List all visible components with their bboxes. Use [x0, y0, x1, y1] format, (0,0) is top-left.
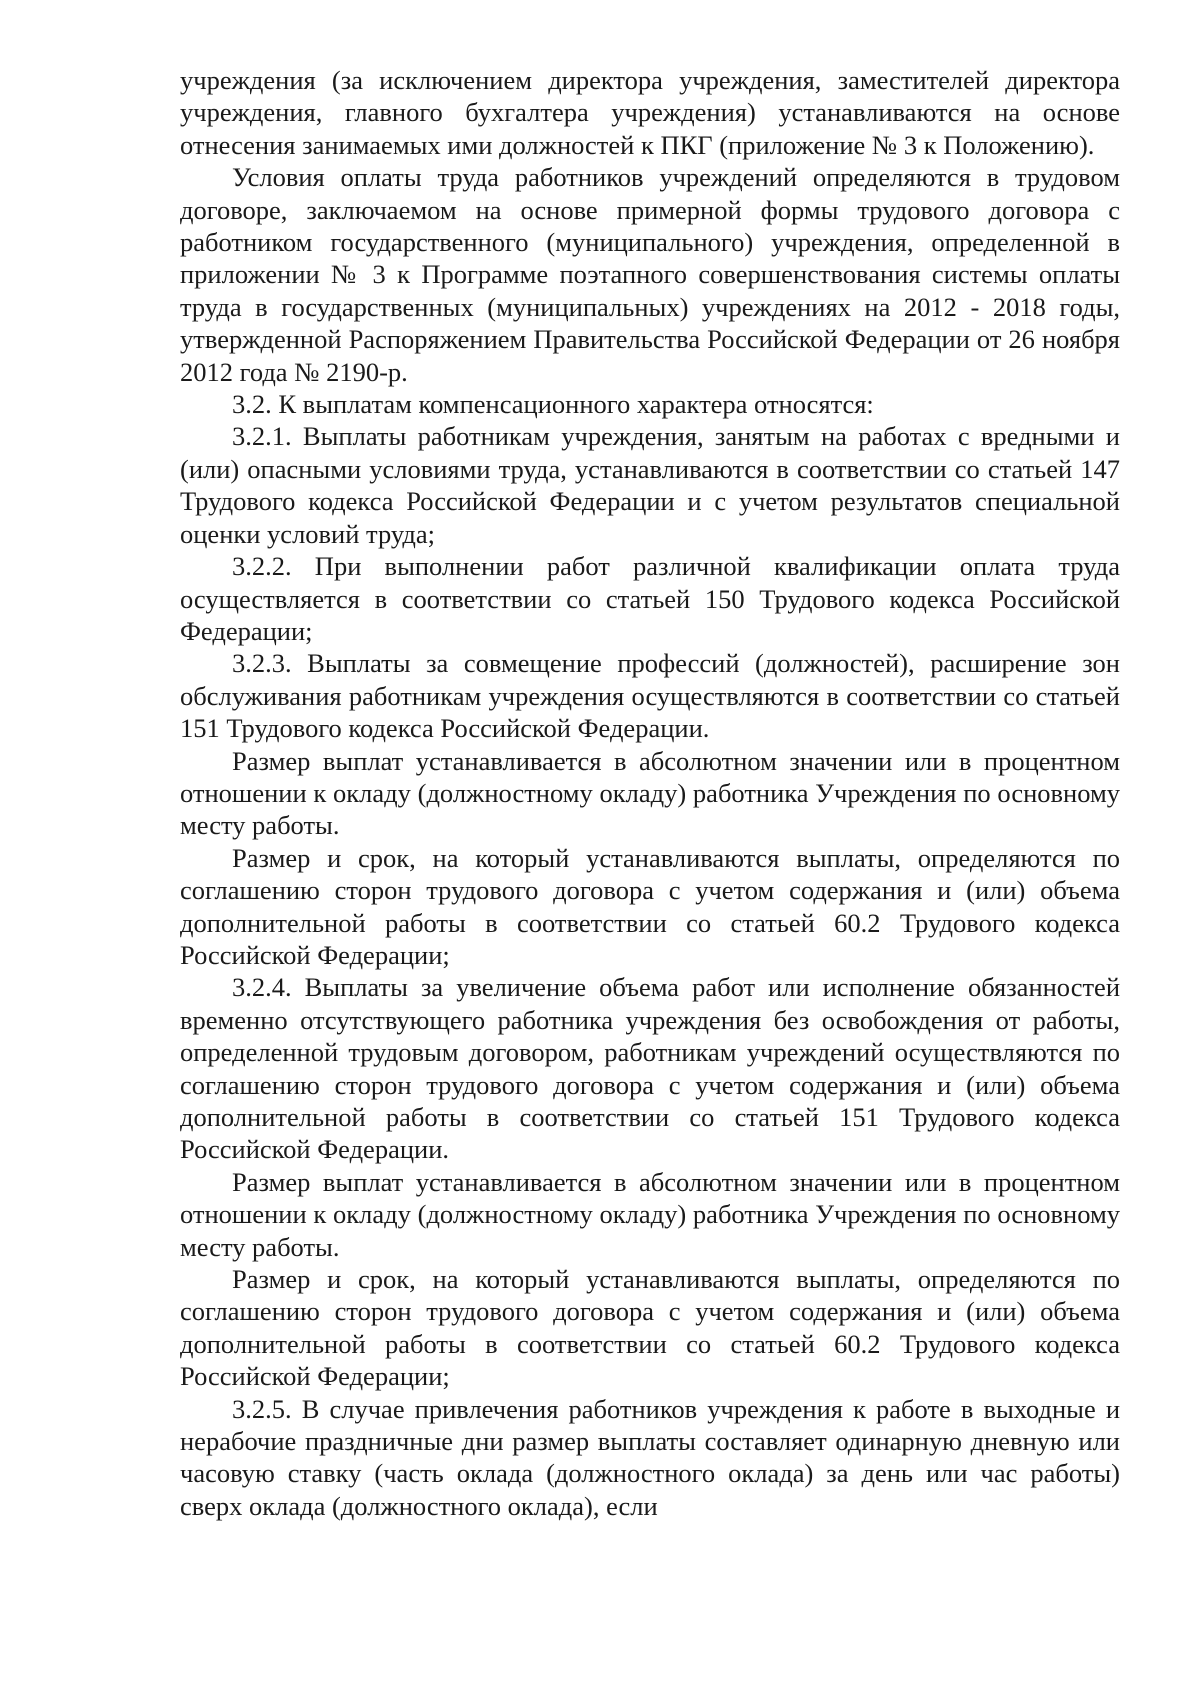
paragraph-payment-term-2: Размер и срок, на который устанавливаются выплаты, определяются по соглашению сторон трудового договора с учетом содержания и (или) объема дополнительной работы в соответствии со статьей 60.2 Трудового кодекса Российской Федерации; [180, 1264, 1120, 1392]
paragraph-3-2-heading: 3.2. К выплатам компенсационного характера относятся: [232, 389, 874, 420]
paragraph-3-2-3: 3.2.3. Выплаты за совмещение профессий (должностей), расширение зон обслуживания работникам учреждения осуществляются в соответствии со статьей 151 Трудового кодекса Российской Федерации. [180, 648, 1120, 744]
paragraph-payment-size-1: Размер выплат устанавливается в абсолютном значении или в процентном отношении к окладу (должностному окладу) работника Учреждения по основному месту работы. [180, 745, 1120, 841]
paragraph-3-2-5: 3.2.5. В случае привлечения работников учреждения к работе в выходные и нерабочие праздничные дни размер выплаты составляет одинарную дневную или часовую ставку (часть оклада (должностного оклада) за день или час работы) сверх оклада (должностного оклада), если [180, 1393, 1120, 1521]
paragraph-payment-size-2: Размер выплат устанавливается в абсолютном значении или в процентном отношении к окладу (должностному окладу) работника Учреждения по основному месту работы. [180, 1166, 1120, 1262]
paragraph-payment-term-1: Размер и срок, на который устанавливаются выплаты, определяются по соглашению сторон трудового договора с учетом содержания и (или) объема дополнительной работы в соответствии со статьей 60.2 Трудового кодекса Российской Федерации; [180, 842, 1120, 970]
document-body [180, 64, 1120, 1522]
paragraph-3-2-2: 3.2.2. При выполнении работ различной квалификации оплата труда осуществляется в соответствии со статьей 150 Трудового кодекса Российской Федерации; [180, 551, 1120, 646]
paragraph-3-2-1: 3.2.1. Выплаты работникам учреждения, занятым на работах с вредными и (или) опасными условиями труда, устанавливаются в соответствии со статьей 147 Трудового кодекса Российской Федерации и с учетом результатов специальной оценки условий труда; [180, 421, 1120, 549]
paragraph-3-2-4: 3.2.4. Выплаты за увеличение объема работ или исполнение обязанностей временно отсутствующего работника учреждения без освобождения от работы, определенной трудовым договором, работникам учреждений осуществляются по соглашению сторон трудового договора с учетом содержания и (или) объема дополнительной работы в соответствии со статьей 151 Трудового кодекса Российской Федерации. [180, 972, 1120, 1165]
paragraph-continuation: учреждения (за исключением директора учреждения, заместителей директора учреждения, главного бухгалтера учреждения) устанавливаются на основе отнесения занимаемых ими должностей к ПКГ (приложение № 3 к Положению). [180, 65, 1120, 160]
paragraph-labor-conditions: Условия оплаты труда работников учреждений определяются в трудовом договоре, заключаемом на основе примерной формы трудового договора с работником государственного (муниципального) учреждения, определенной в приложении № 3 к Программе поэтапного совершенствования системы оплаты труда в государственных (муниципальных) учреждениях на 2012 - 2018 годы, утвержденной Распоряжением Правительства Российской Федерации от 26 ноября 2012 года № 2190-р. [180, 162, 1120, 387]
